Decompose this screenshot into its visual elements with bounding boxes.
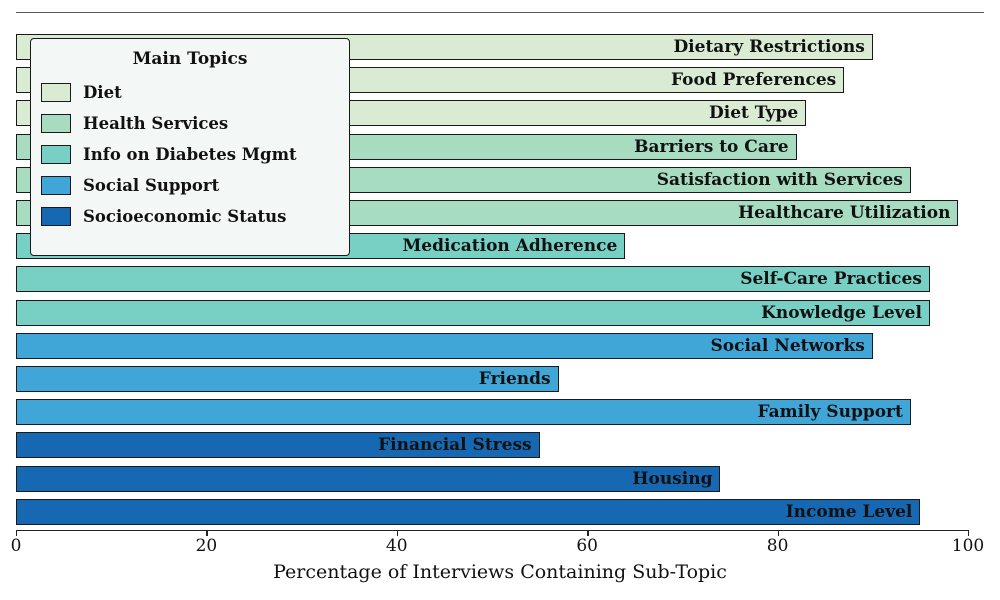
bar-label: Self-Care Practices	[740, 269, 922, 290]
bar-label: Dietary Restrictions	[673, 37, 865, 57]
bar-label: Food Preferences	[671, 70, 837, 91]
bar-label: Knowledge Level	[761, 302, 922, 323]
bar-row	[16, 300, 968, 326]
bar-row	[16, 366, 968, 392]
bar	[16, 499, 920, 525]
legend	[30, 38, 350, 256]
legend-swatch-icon	[41, 83, 71, 102]
legend-swatch-icon	[41, 114, 71, 133]
legend-item[interactable]	[41, 201, 339, 232]
bar	[16, 366, 559, 392]
legend-item-label: Health Services	[83, 114, 229, 133]
top-divider	[16, 12, 984, 13]
x-tick-label: 100	[951, 536, 985, 556]
legend-item[interactable]	[41, 108, 339, 139]
x-tick-label: 20	[195, 536, 218, 556]
legend-items	[41, 77, 339, 232]
bar-label: Barriers to Care	[634, 136, 789, 157]
bar-label: Healthcare Utilization	[738, 203, 951, 223]
bar	[16, 466, 720, 492]
bar-label: Friends	[478, 369, 551, 389]
bar-label: Housing	[632, 468, 713, 489]
bar-label: Diet Type	[709, 103, 799, 124]
legend-item-label: Social Support	[83, 176, 220, 195]
bar-row	[16, 399, 968, 425]
bar-label: Satisfaction with Services	[656, 169, 903, 190]
x-axis-title: Percentage of Interviews Containing Sub-Topic	[273, 561, 727, 583]
legend-item-label: Socioeconomic Status	[83, 207, 287, 226]
legend-item[interactable]	[41, 77, 339, 108]
bar-label: Financial Stress	[378, 435, 532, 456]
legend-swatch-icon	[41, 176, 71, 195]
legend-item-label: Info on Diabetes Mgmt	[83, 145, 297, 164]
bar-row	[16, 333, 968, 359]
bar-label: Income Level	[785, 501, 913, 522]
bar-label: Social Networks	[710, 335, 865, 356]
legend-swatch-icon	[41, 207, 71, 226]
bar-label: Medication Adherence	[402, 236, 618, 257]
legend-item[interactable]	[41, 170, 339, 201]
legend-title: Main Topics	[132, 49, 248, 69]
x-tick-label: 60	[576, 536, 599, 556]
legend-item-label: Diet	[83, 83, 122, 102]
bar-label: Family Support	[757, 402, 903, 423]
bar-row	[16, 266, 968, 292]
bar-row	[16, 466, 968, 492]
bar-row	[16, 432, 968, 458]
x-tick-label: 40	[385, 536, 408, 556]
x-axis-line	[16, 530, 968, 531]
x-tick-label: 0	[10, 536, 22, 556]
legend-swatch-icon	[41, 145, 71, 164]
legend-item[interactable]	[41, 139, 339, 170]
x-tick-label: 80	[766, 536, 789, 556]
bar-row	[16, 499, 968, 525]
